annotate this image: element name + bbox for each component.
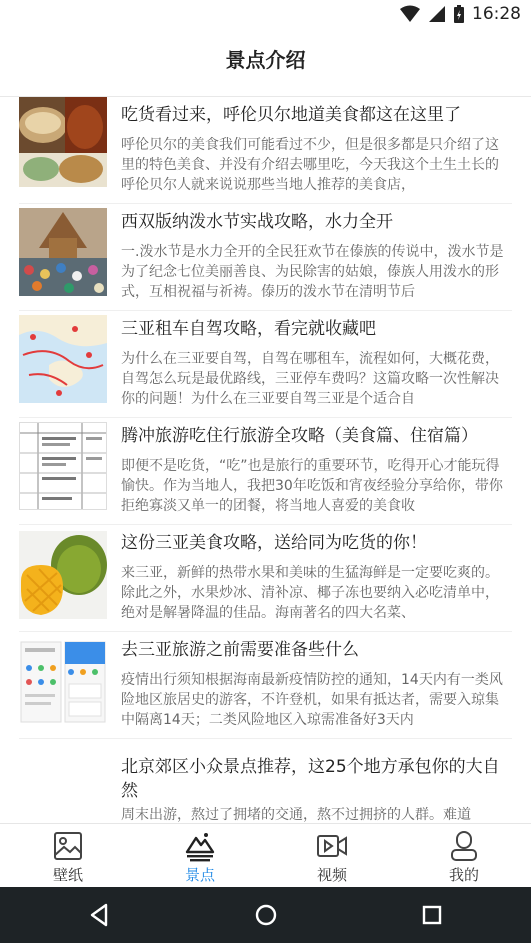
article-item[interactable] [0, 311, 531, 418]
article-item[interactable] [0, 739, 531, 823]
battery-icon [454, 5, 464, 23]
article-summary: 周末出游，熬过了拥堵的交通，熬不过拥挤的人群。难道 [121, 807, 471, 823]
image-icon [52, 830, 84, 862]
article-item[interactable] [0, 525, 531, 632]
nav-tab-video[interactable] [266, 824, 398, 888]
article-item[interactable] [0, 204, 531, 311]
article-summary: 为什么在三亚要自驾，自驾在哪租车，流程如何，大概花费，自驾怎么玩是最优路线，三亚停车费吗？这篇攻略一次性解决你的问题！为什么在三亚要自驾三亚是个适合自 [121, 351, 499, 407]
back-icon[interactable] [86, 901, 114, 929]
article-title[interactable]: 西双版纳泼水节实战攻略，水力全开 [121, 212, 393, 232]
nav-label: 我的 [448, 866, 479, 884]
article-title[interactable]: 吃货看过来，呼伦贝尔地道美食都这在这里了 [121, 105, 461, 125]
article-summary: 一.泼水节是水力全开的全民狂欢节在傣族的传说中，泼水节是为了纪念七位美丽善良、为民除害的姑娘，傣族人用泼水的形式，互相祝福与祈祷。傣历的泼水节在清明节后 [121, 244, 504, 300]
status-icons [400, 4, 521, 24]
article-thumbnail [19, 97, 107, 187]
recents-icon[interactable] [418, 901, 446, 929]
article-title[interactable]: 这份三亚美食攻略，送给同为吃货的你！ [121, 533, 427, 553]
bottom-nav [0, 823, 531, 888]
system-navigation-bar [0, 887, 531, 943]
article-summary: 呼伦贝尔的美食我们可能看过不少，但是很多都是只介绍了这里的特色美食、并没有介绍去哪里吃，今天我这个土生土长的呼伦贝尔人就来说说那些当地人推荐的美食店， [121, 137, 499, 193]
nav-label: 视频 [316, 866, 347, 884]
article-thumbnail [19, 208, 107, 296]
article-thumbnail [19, 422, 107, 510]
article-thumbnail [19, 315, 107, 403]
article-summary: 疫情出行须知根据海南最新疫情防控的通知，14天内有一类风险地区旅居史的游客，不许登机，如果有抵达者，需要入琼集中隔离14天；二类风险地区入琼需准备好3天内 [121, 672, 503, 728]
nav-tab-wallpaper[interactable] [2, 824, 134, 888]
nav-label: 壁纸 [52, 866, 83, 884]
article-item[interactable] [0, 632, 531, 739]
article-summary: 来三亚，新鲜的热带水果和美味的生猛海鲜是一定要吃爽的。除此之外，水果炒冰、清补凉、椰子冻也要纳入必吃清单中，绝对是解暑降温的佳品。海南著名的四大名菜、 [121, 565, 499, 621]
video-icon [316, 830, 348, 862]
article-title[interactable]: 北京郊区小众景点推荐，这25个地方承包你的大自然 [121, 757, 500, 801]
wifi-icon [400, 5, 420, 23]
user-icon [448, 830, 480, 862]
article-list[interactable] [0, 97, 531, 823]
mountain-icon [184, 830, 216, 862]
article-thumbnail [19, 531, 107, 619]
article-title[interactable]: 腾冲旅游吃住行旅游全攻略（美食篇、住宿篇） [121, 426, 478, 446]
home-icon[interactable] [252, 901, 280, 929]
clock: 16:28 [472, 4, 521, 24]
article-item[interactable] [0, 418, 531, 525]
article-item[interactable] [0, 97, 531, 204]
page-title: 景点介绍 [225, 48, 306, 72]
nav-label: 景点 [184, 866, 215, 884]
status-bar [0, 0, 531, 30]
article-thumbnail [19, 638, 107, 726]
article-summary: 即便不是吃货，“吃”也是旅行的重要环节，吃得开心才能玩得愉快。作为当地人，我把30年吃饭和宵夜经验分享给你，带你拒绝寡淡又单一的团餐，将当地人喜爱的美食收 [121, 458, 503, 514]
nav-tab-attractions[interactable] [134, 824, 266, 888]
article-title[interactable]: 三亚租车自驾攻略，看完就收藏吧 [121, 319, 376, 339]
article-thumbnail [19, 747, 107, 823]
article-title[interactable]: 去三亚旅游之前需要准备些什么 [121, 640, 359, 660]
nav-tab-profile[interactable] [398, 824, 530, 888]
title-bar [0, 30, 531, 97]
signal-icon [428, 5, 446, 23]
